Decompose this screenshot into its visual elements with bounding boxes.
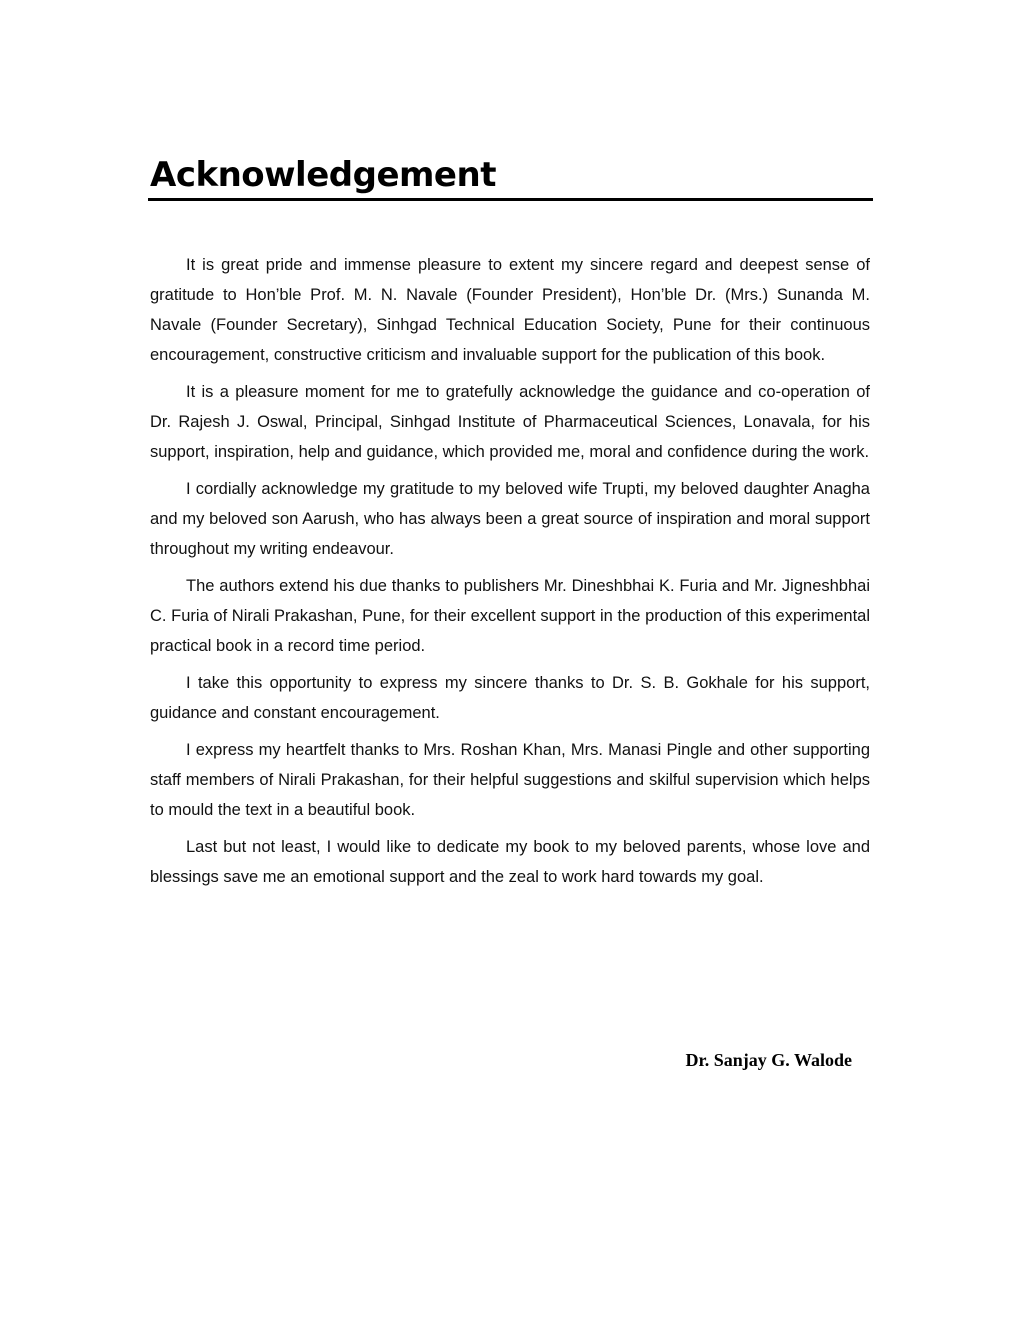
paragraph: It is great pride and immense pleasure to extent my sincere regard and deepest sense of gratitude to Hon’ble Prof. M. N. Navale (Founder President), Hon’ble Dr. (Mrs.) Sunanda M. Navale (Founder Secretary), Sinhgad Technical Education Society, Pune for their continuous encouragement, constructive criticism and invaluable support for the publication of this book. <box>150 256 870 364</box>
paragraph: Last but not least, I would like to dedicate my book to my beloved parents, whose love and blessings save me an emotional support and the zeal to work hard towards my goal. <box>150 838 870 886</box>
author-signature: Dr. Sanjay G. Walode <box>685 1050 852 1070</box>
paragraph: The authors extend his due thanks to publishers Mr. Dineshbhai K. Furia and Mr. Jigneshbhai C. Furia of Nirali Prakashan, Pune, for their excellent support in the production of this experimental practical book in a record time period. <box>150 577 870 655</box>
page-title: Acknowledgement <box>150 155 496 195</box>
acknowledgement-body <box>150 250 870 899</box>
paragraph: I take this opportunity to express my sincere thanks to Dr. S. B. Gokhale for his support, guidance and constant encouragement. <box>150 674 870 722</box>
paragraph: It is a pleasure moment for me to gratefully acknowledge the guidance and co-operation of Dr. Rajesh J. Oswal, Principal, Sinhgad Institute of Pharmaceutical Sciences, Lonavala, for his support, inspiration, help and guidance, which provided me, moral and confidence during the work. <box>150 383 870 461</box>
paragraph: I cordially acknowledge my gratitude to my beloved wife Trupti, my beloved daughter Anagha and my beloved son Aarush, who has always been a great source of inspiration and moral support throughout my writing endeavour. <box>150 480 870 558</box>
title-underline <box>148 198 873 201</box>
paragraph: I express my heartfelt thanks to Mrs. Roshan Khan, Mrs. Manasi Pingle and other supporting staff members of Nirali Prakashan, for their helpful suggestions and skilful supervision which helps to mould the text in a beautiful book. <box>150 741 870 819</box>
